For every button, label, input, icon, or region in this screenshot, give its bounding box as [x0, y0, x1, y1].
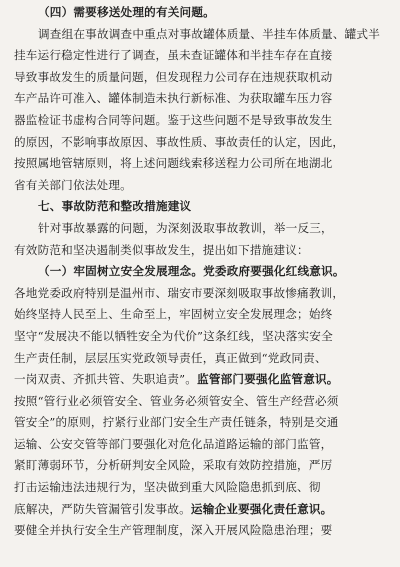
paragraph-line: 生产责任制，层层压实党政领导责任，真正做到“党政同责、 [14, 350, 327, 365]
section-4-body [14, 24, 390, 197]
paragraph-line: 有效防范和坚决遏制类似事故发生，提出如下措施建议： [14, 242, 309, 257]
paragraph-line: 车产品许可准入、罐体制造未执行新标准、为获取罐车压力容 [14, 91, 333, 106]
paragraph-line: 管安全”的原则，拧紧行业部门安全生产责任链条，特别是交通 [14, 415, 339, 430]
paragraph-line: 紧盯薄弱环节，分析研判安全风险，采取有效防控措施，严厉 [14, 458, 333, 473]
paragraph-line: 要健全并执行安全生产管理制度，深入开展风险隐患治理；要 [14, 523, 333, 538]
paragraph-line: 坚守“发展决不能以牺牲安全为代价”这条红线，坚决落实安全 [14, 328, 333, 343]
paragraph-line: 针对事故暴露的问题，为深刻汲取事故教训，举一反三， [38, 220, 333, 235]
paragraph-line: 打击运输违法违规行为，坚决做到重大风险隐患抓到底、彻 [14, 480, 321, 495]
paragraph-line: 挂车运行稳定性进行了调查，虽未查证罐体和半挂车存在直接 [14, 48, 333, 63]
paragraph-line: 器监检证书虚构合同等问题。鉴于这些问题不是导致事故发生 [14, 112, 333, 127]
bold-phrase: 监管部门要强化监管意识。 [197, 372, 339, 387]
section-heading-7: 七、事故防范和整改措施建议 [38, 199, 192, 214]
paragraph-line: 省有关部门依法处理。 [14, 177, 132, 192]
paragraph-line: 按照属地管辖原则，将上述问题线索移送程力公司所在地湖北 [14, 156, 333, 171]
paragraph-line: 始终坚持人民至上、生命至上，牢固树立安全发展理念；始终 [14, 307, 333, 322]
item-bold-title: 牢固树立安全发展理念。 [73, 264, 204, 279]
item-1-title [14, 261, 390, 283]
paragraph-line: 的原因，不影响事故原因、事故性质、事故责任的认定，因此， [14, 134, 345, 149]
item-number: （一） [38, 264, 74, 279]
item-bold-subtitle: 党委政府要强化红线意识。 [203, 264, 345, 279]
section-heading-4: （四）需要移送处理的有关问题。 [38, 5, 215, 19]
paragraph-line-mixed [14, 499, 390, 521]
paragraph-line: 运输、公安交管等部门要强化对危化品道路运输的部门监管， [14, 436, 333, 451]
paragraph-line: 各地党委政府特别是温州市、瑞安市要深刻吸取事故惨痛教训， [14, 285, 345, 300]
paragraph-text: 底解决，严防失管漏管引发事故。 [14, 501, 191, 516]
paragraph-line-mixed [14, 369, 390, 391]
paragraph-line: 按照“管行业必须管安全、管业务必须管安全、管生产经营必须 [14, 393, 339, 408]
paragraph-line: 导致事故发生的质量问题，但发现程力公司存在违规获取机动 [14, 69, 333, 84]
paragraph-text: 一岗双责、齐抓共管、失职追责”。 [14, 372, 198, 387]
bold-phrase: 运输企业要强化责任意识。 [190, 501, 333, 516]
paragraph-line: 调查组在事故调查中重点对事故罐体质量、半挂车体质量、罐式半 [38, 26, 381, 41]
